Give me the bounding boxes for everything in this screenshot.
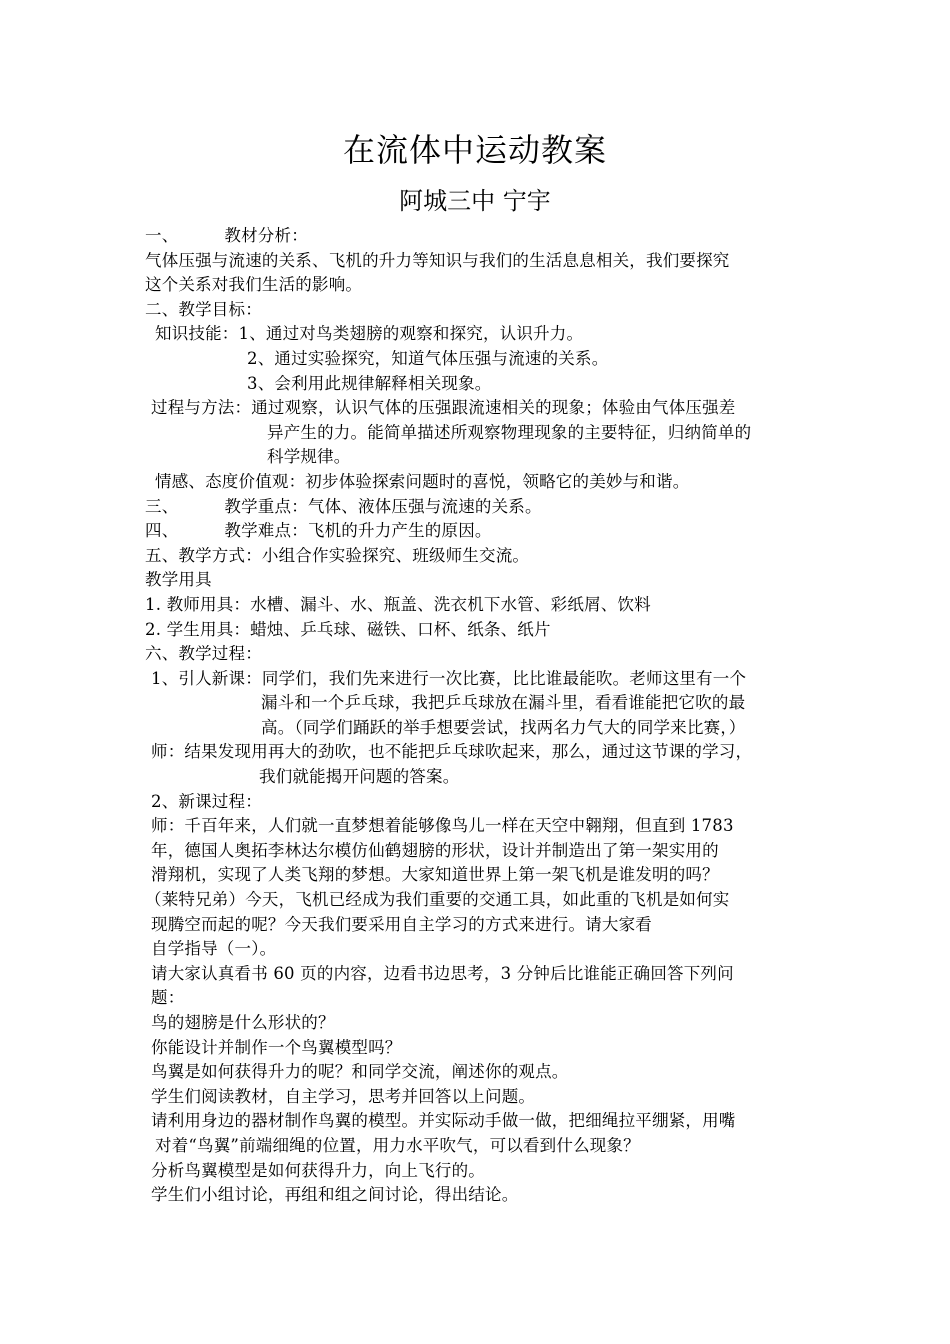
paragraph-line: 学生们阅读教材，自主学习，思考并回答以上问题。: [151, 1086, 536, 1106]
section-heading: [145, 495, 810, 520]
objective-line: 过程与方法：通过观察，认识气体的压强跟流速相关的现象；体验由气体压强差: [151, 398, 736, 418]
paragraph-line: 请利用身边的器材制作鸟翼的模型。并实际动手做一做，把细绳拉平绷紧，用嘴: [151, 1111, 736, 1131]
section-number: 三、: [145, 496, 179, 516]
paragraph-line: 师：千百年来，人们就一直梦想着能够像鸟儿一样在天空中翱翔，但直到 1783: [151, 816, 734, 836]
section-title: 教材分析：: [224, 226, 308, 245]
paragraph-line: 请大家认真看书 60 页的内容，边看书边思考，3 分钟后比谁能正确回答下列问: [151, 963, 734, 983]
section-heading: 五、教学方式：小组合作实验探究、班级师生交流。: [145, 545, 530, 565]
paragraph-line: 1、引人新课：同学们，我们先来进行一次比赛，比比谁最能吹。老师这里有一个: [151, 668, 747, 688]
section-heading: [145, 519, 810, 544]
section-number: 四、: [145, 521, 179, 541]
question-line: 鸟的翅膀是什么形状的？: [151, 1013, 335, 1032]
paragraph-line: 师：结果发现用再大的劲吹，也不能把乒乓球吹起来，那么，通过这节课的学习，: [151, 742, 753, 762]
section-number: 一、: [145, 226, 179, 245]
paragraph-line: 气体压强与流速的关系、飞机的升力等知识与我们的生活息息相关，我们要探究: [145, 250, 730, 270]
paragraph-line: 分析鸟翼模型是如何获得升力，向上飞行的。: [151, 1160, 485, 1180]
paragraph-line: 现腾空而起的呢？今天我们要采用自主学习的方式来进行。请大家看: [151, 914, 652, 934]
section-title: 教学重点：气体、液体压强与流速的关系。: [224, 496, 542, 516]
objective-line: 3、会利用此规律解释相关现象。: [247, 373, 492, 393]
question-line: 鸟翼是如何获得升力的呢？和同学交流，阐述你的观点。: [151, 1062, 569, 1082]
objective-line: 异产生的力。能简单描述所观察物理现象的主要特征，归纳简单的: [267, 422, 752, 442]
section-heading: 二、教学目标：: [145, 299, 262, 319]
question-line: 你能设计并制作一个鸟翼模型吗？: [151, 1037, 402, 1057]
paragraph-line: 这个关系对我们生活的影响。: [145, 275, 363, 295]
objective-line: 2、通过实验探究，知道气体压强与流速的关系。: [247, 348, 609, 368]
paragraph-line: 对着“鸟翼”前端细绳的位置，用力水平吹气，可以看到什么现象？: [155, 1135, 640, 1155]
list-item: 1. 教师用具：水槽、漏斗、水、瓶盖、洗衣机下水管、彩纸屑、饮料: [145, 594, 651, 614]
paragraph-line: 我们就能揭开问题的答案。: [259, 767, 460, 787]
objective-line: 科学规律。: [267, 447, 351, 467]
paragraph-line: 年，德国人奥拓李林达尔模仿仙鹤翅膀的形状，设计并制造出了第一架实用的: [151, 840, 719, 860]
document-title: 在流体中运动教案: [342, 131, 607, 169]
paragraph-line: 自学指导（一）。: [151, 939, 277, 959]
paragraph-line: 高。（同学们踊跃的举手想要尝试，找两名力气大的同学来比赛，）: [261, 717, 746, 737]
paragraph-line: 漏斗和一个乒乓球，我把乒乓球放在漏斗里，看看谁能把它吹的最: [261, 693, 746, 713]
document-body: [145, 224, 810, 1208]
section-heading: 2、新课过程：: [151, 791, 262, 811]
paragraph-line: 学生们小组讨论，再组和组之间讨论，得出结论。: [151, 1185, 519, 1205]
section-heading: 六、教学过程：: [145, 644, 262, 664]
section-title: 教学难点：飞机的升力产生的原因。: [224, 521, 492, 541]
paragraph-line: （莱特兄弟）今天，飞机已经成为我们重要的交通工具，如此重的飞机是如何实: [145, 890, 730, 910]
paragraph-line: 滑翔机，实现了人类飞翔的梦想。大家知道世界上第一架飞机是谁发明的吗？: [151, 865, 719, 885]
section-heading: [145, 224, 810, 249]
paragraph-line: 题：: [151, 988, 185, 1008]
objective-line: 知识技能：1、通过对鸟类翅膀的观察和探究，认识升力。: [155, 324, 584, 344]
document-author: 阿城三中 宁宇: [399, 187, 551, 215]
objective-line: 情感、态度价值观：初步体验探索问题时的喜悦，领略它的美妙与和谐。: [155, 471, 690, 491]
section-heading: 教学用具: [145, 570, 212, 590]
list-item: 2. 学生用具：蜡烛、乒乓球、磁铁、口杯、纸条、纸片: [145, 619, 551, 639]
